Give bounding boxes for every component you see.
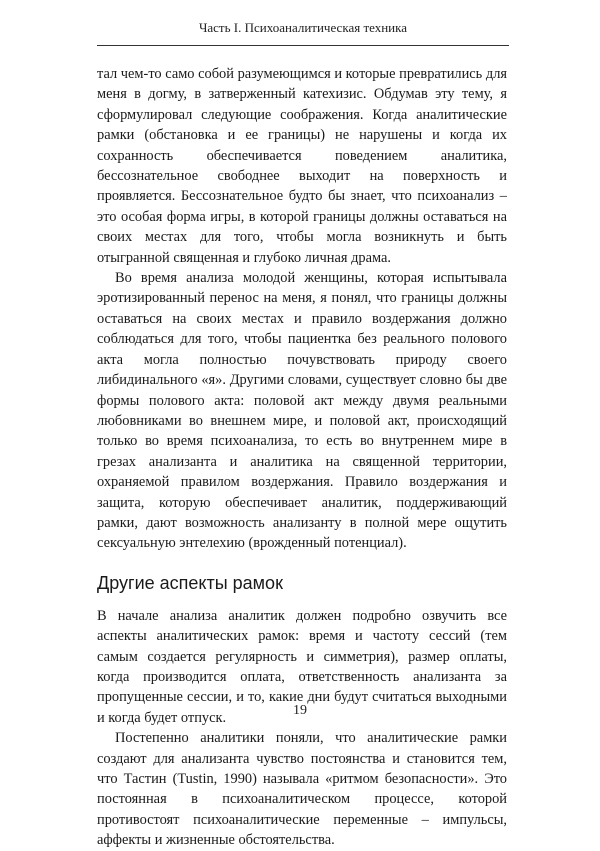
page-number: 19 [293,703,307,718]
header-divider [97,45,509,46]
paragraph-continued: тал чем-то само собой разумеющимся и которые превратились для меня в догму, в затверженный катехизис. Обдумав эту тему, я сформулировал следующие соображения. Когда аналитические рамки (обстановка и ее границы) не нарушены и когда их сохранность обеспечивается поведением аналитика, бессознательное свободнее выходит на поверхность и проявляется. Бессознательное будто бы знает, что психоанализ – это особая форма игры, в которой границы должны оставаться на своих местах для того, чтобы могла возникнуть и быть отыгранной священная и глубоко личная драма. [97,66,507,266]
page-body [97,64,507,851]
running-head: Часть I. Психоаналитическая техника [198,20,408,35]
paragraph-erotized-transference: Во время анализа молодой женщины, которая испытывала эротизированный перенос на меня, я понял, что границы должны оставаться на своих местах и правило воздержания должно соблюдаться для того, чтобы пациентка без реального полового акта могла полностью почувствовать природу своего либидинального «я». Другими словами, существует словно бы две формы полового акта: половой акт между двумя реальными любовниками во внешнем мире, и половой акт, происходящий только во время психоанализа, то есть во внутреннем мире в грезах анализанта и аналитика на священной территории, охраняемой правилом воздержания. Правило воздержания и защита, которую обеспечивает аналитик, поддерживающий рамки, дают возможность анализанту в полной мере ощутить сексуальную энтелехию (врожденный потенциал). [97,270,507,552]
section-heading: Другие аспекты рамок [97,572,283,593]
paragraph-frame-aspects: В начале анализа аналитик должен подробно озвучить все аспекты аналитических рамок: время и частоту сессий (тем самым создается регулярность и симметрия), размер оплаты, когда производится оплата, ответственность анализанта за пропущенные сессии, и то, какие дни будут считаться выходными и когда будет отпуск. [97,607,507,726]
paragraph-rhythm-of-safety: Постепенно аналитики поняли, что аналитические рамки создают для анализанта чувство постоянства и становится тем, что Тастин (Tustin, 1990) называла «ритмом безопасности». Это постоянная в психоаналитическом процессе, которой противостоят психоаналитические переменные – импульсы, аффекты и жизненные обстоятельства. [97,730,507,849]
